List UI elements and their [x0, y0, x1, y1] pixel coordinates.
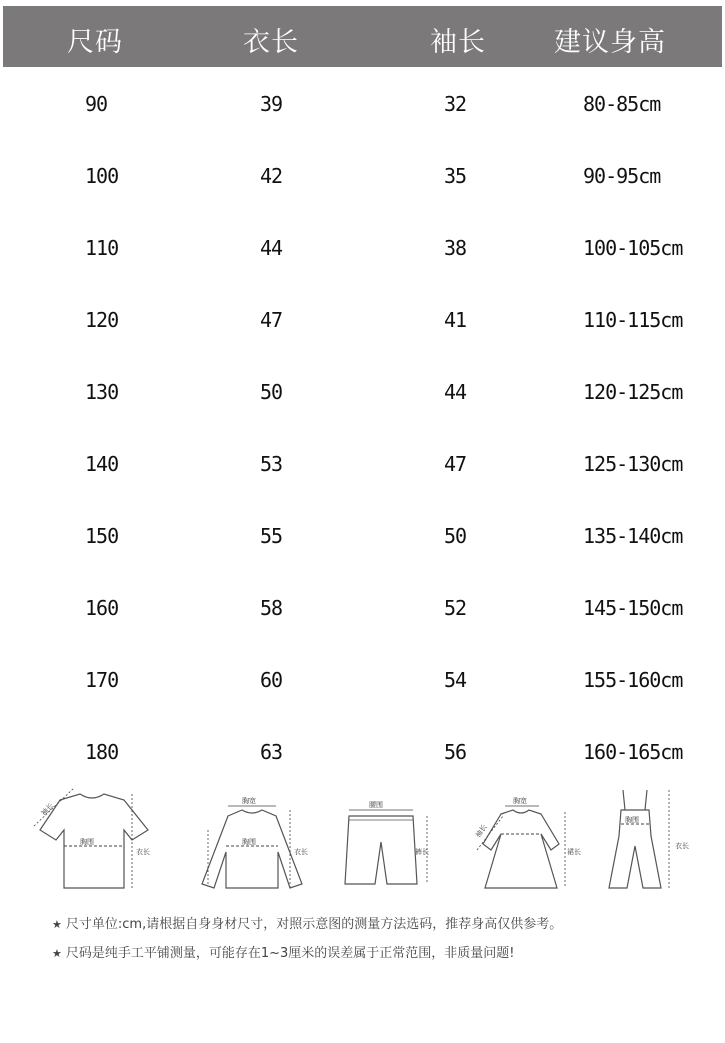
cell-size: 170 — [85, 668, 119, 692]
cell-size: 120 — [85, 308, 119, 332]
cell-size: 160 — [85, 596, 119, 620]
note-text: 尺码是纯手工平铺测量，可能存在1~3厘米的误差属于正常范围，非质量问题! — [65, 946, 515, 961]
cell-sleeve: 47 — [444, 452, 467, 476]
cell-size: 110 — [85, 236, 119, 260]
cell-height: 110-115cm — [583, 308, 683, 332]
cell-size: 100 — [85, 164, 119, 188]
cell-length: 55 — [260, 524, 283, 548]
cell-sleeve: 44 — [444, 380, 467, 404]
sweater-chest-width-label: 胸宽 — [242, 797, 256, 805]
sweater-chest-label: 胸围 — [242, 838, 256, 846]
cell-length: 42 — [260, 164, 283, 188]
cell-length: 60 — [260, 668, 283, 692]
overalls-chest-label: 胸围 — [625, 816, 639, 824]
cell-sleeve: 38 — [444, 236, 467, 260]
overalls-length-label: 衣长 — [675, 842, 689, 850]
note-item — [52, 913, 722, 932]
cell-sleeve: 54 — [444, 668, 467, 692]
cell-size: 140 — [85, 452, 119, 476]
note-item — [52, 942, 722, 961]
table-row — [0, 144, 725, 216]
cell-sleeve: 56 — [444, 740, 467, 764]
header-length: 衣长 — [243, 27, 299, 58]
cell-length: 39 — [260, 92, 283, 116]
table-row — [0, 648, 725, 720]
cell-size: 90 — [85, 92, 108, 116]
header-size: 尺码 — [67, 27, 123, 58]
cell-length: 50 — [260, 380, 283, 404]
table-row — [0, 288, 725, 360]
cell-length: 63 — [260, 740, 283, 764]
size-table-header — [3, 6, 722, 67]
cell-height: 145-150cm — [583, 596, 683, 620]
dress-sleeve-label: 袖长 — [474, 823, 489, 840]
header-sleeve: 袖长 — [430, 27, 486, 58]
dress-length-label: 裙长 — [567, 848, 581, 856]
cell-height: 80-85cm — [583, 92, 661, 116]
cell-height: 100-105cm — [583, 236, 683, 260]
cell-height: 135-140cm — [583, 524, 683, 548]
tshirt-diagram-icon — [20, 780, 170, 895]
pants-diagram-icon — [335, 780, 445, 895]
cell-height: 120-125cm — [583, 380, 683, 404]
star-icon: ★ — [52, 947, 62, 960]
table-row — [0, 576, 725, 648]
dress-chest-label: 胸宽 — [513, 797, 527, 805]
cell-sleeve: 35 — [444, 164, 467, 188]
tshirt-chest-label: 胸围 — [80, 838, 94, 846]
table-row — [0, 504, 725, 576]
tshirt-sleeve-label: 袖长 — [39, 801, 56, 818]
cell-size: 150 — [85, 524, 119, 548]
cell-size: 180 — [85, 740, 119, 764]
star-icon: ★ — [52, 918, 62, 931]
table-row — [0, 72, 725, 144]
sweater-diagram-icon — [180, 780, 325, 895]
cell-sleeve: 52 — [444, 596, 467, 620]
cell-sleeve: 50 — [444, 524, 467, 548]
tshirt-length-label: 衣长 — [136, 848, 150, 856]
size-notes — [52, 913, 722, 971]
cell-length: 47 — [260, 308, 283, 332]
cell-size: 130 — [85, 380, 119, 404]
cell-height: 160-165cm — [583, 740, 683, 764]
cell-sleeve: 32 — [444, 92, 467, 116]
table-row — [0, 216, 725, 288]
header-height: 建议身高 — [554, 27, 666, 58]
cell-height: 90-95cm — [583, 164, 661, 188]
cell-height: 125-130cm — [583, 452, 683, 476]
cell-length: 53 — [260, 452, 283, 476]
overalls-diagram-icon — [595, 780, 705, 895]
cell-length: 58 — [260, 596, 283, 620]
note-text: 尺寸单位:cm,请根据自身身材尺寸，对照示意图的测量方法选码，推荐身高仅供参考。 — [65, 917, 563, 932]
dress-diagram-icon — [455, 780, 590, 895]
table-row — [0, 432, 725, 504]
pants-length-label: 裤长 — [415, 848, 429, 856]
cell-height: 155-160cm — [583, 668, 683, 692]
measurement-diagrams — [20, 780, 710, 900]
table-row — [0, 360, 725, 432]
sweater-length-label: 衣长 — [294, 848, 308, 856]
cell-sleeve: 41 — [444, 308, 467, 332]
cell-length: 44 — [260, 236, 283, 260]
pants-waist-label: 腰围 — [369, 801, 383, 809]
